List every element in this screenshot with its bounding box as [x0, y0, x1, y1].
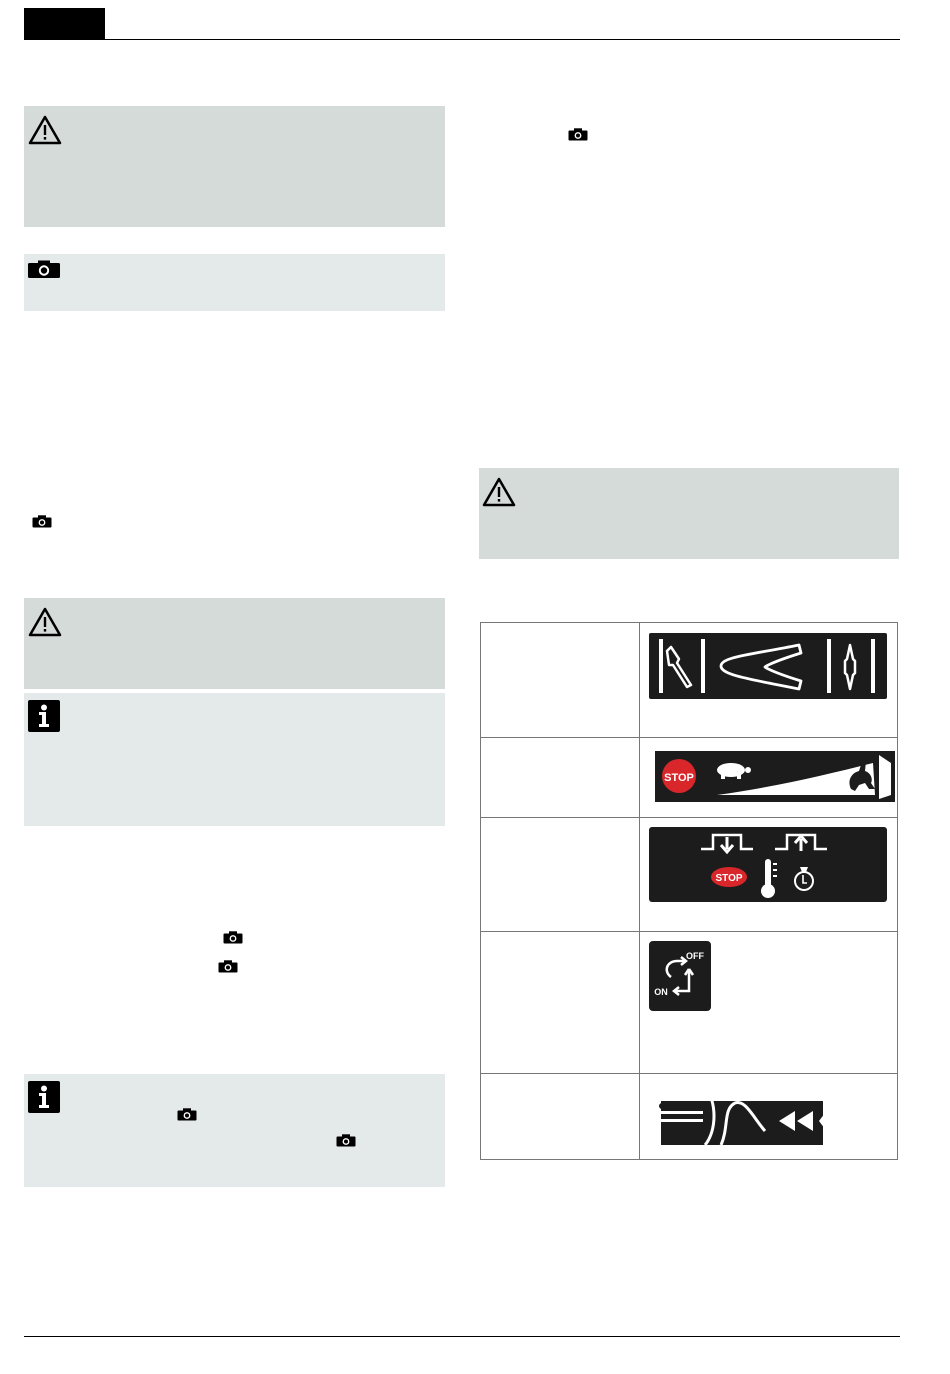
header-rule — [24, 39, 900, 40]
on-off-switch-symbol — [649, 941, 711, 1011]
fuel-primer-symbol — [659, 1087, 825, 1147]
stop-label: STOP — [664, 772, 694, 784]
info-icon — [28, 700, 60, 732]
header-tab — [24, 8, 105, 40]
warning-box — [24, 598, 445, 689]
stop-temperature-oil-symbol — [649, 827, 887, 902]
warning-triangle-icon — [28, 114, 62, 146]
stop-label: STOP — [715, 873, 743, 884]
warning-box — [479, 468, 899, 559]
warning-box — [24, 106, 445, 227]
on-label: ON — [654, 987, 668, 997]
info-icon — [28, 1081, 60, 1113]
table-row-divider — [481, 817, 897, 818]
camera-icon — [568, 128, 588, 141]
controls-table — [480, 622, 898, 1160]
photo-note-box — [24, 254, 445, 311]
camera-icon — [177, 1108, 197, 1121]
camera-icon — [336, 1134, 356, 1147]
table-column-divider — [639, 623, 640, 1159]
table-row-divider — [481, 1073, 897, 1074]
info-note-box — [24, 693, 445, 826]
camera-icon — [223, 931, 243, 944]
choke-lever-symbol — [649, 633, 887, 699]
warning-triangle-icon — [482, 476, 516, 508]
camera-icon — [218, 960, 238, 973]
turtle-icon — [717, 763, 745, 777]
off-label: OFF — [686, 951, 704, 961]
table-row-divider — [481, 931, 897, 932]
footer-rule — [24, 1336, 900, 1337]
camera-icon — [32, 515, 52, 528]
camera-icon — [27, 260, 61, 279]
warning-triangle-icon — [28, 606, 62, 638]
throttle-speed-symbol — [655, 751, 895, 802]
table-row-divider — [481, 737, 897, 738]
info-note-box — [24, 1074, 445, 1187]
